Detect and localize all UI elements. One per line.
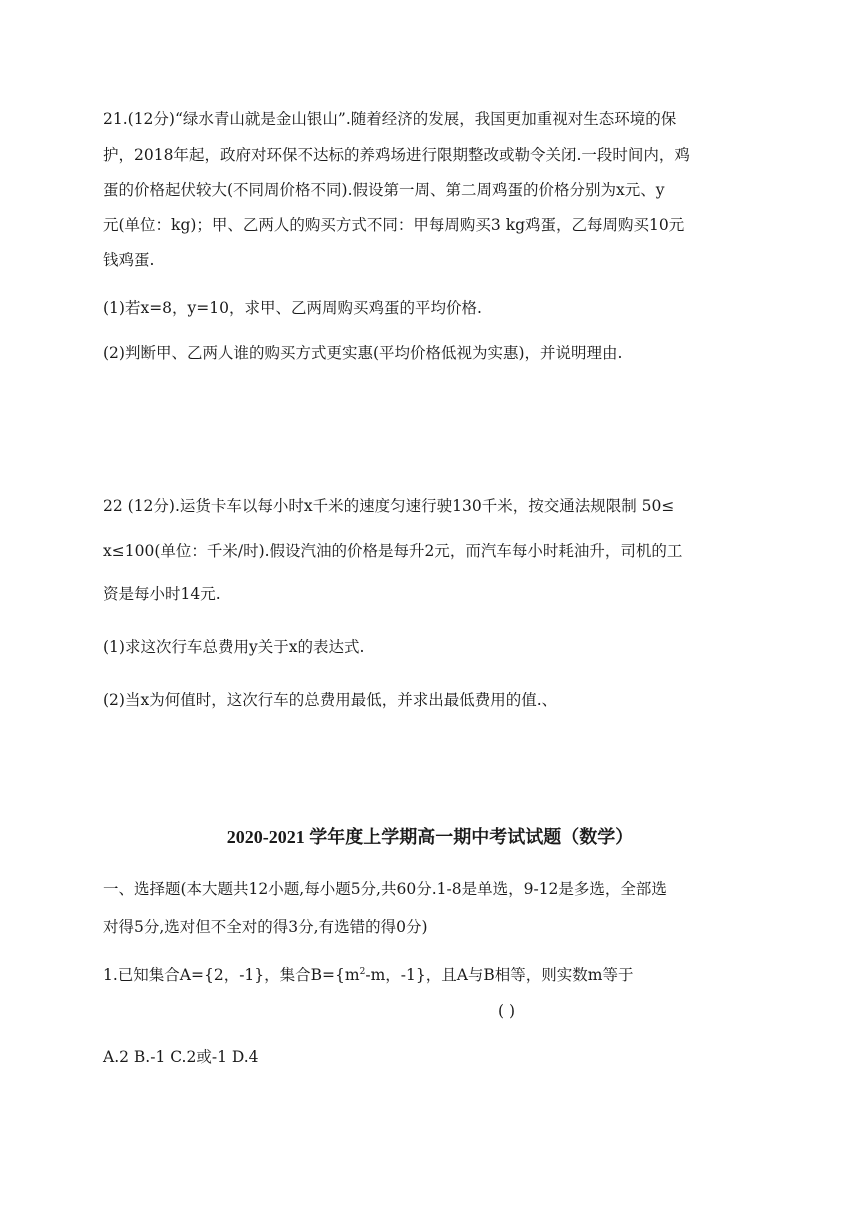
- q22-line-3: 资是每小时14元.: [103, 585, 221, 603]
- q1-stem-after: -m，-1}，且A与B相等，则实数m等于: [365, 966, 634, 984]
- q21-part-2: (2)判断甲、乙两人谁的购买方式更实惠(平均价格低视为实惠)，并说明理由.: [103, 344, 623, 362]
- section-instruction-line-2: 对得5分,选对但不全对的得3分,有选错的得0分): [103, 918, 428, 936]
- q21-line-3: 蛋的价格起伏较大(不同周价格不同).假设第一周、第二周鸡蛋的价格分别为x元、y: [103, 181, 665, 199]
- q1-stem-superscript: 2: [359, 966, 366, 977]
- q21-line-2: 护，2018年起，政府对环保不达标的养鸡场进行限期整改或勒令关闭.一段时间内，鸡: [103, 146, 690, 164]
- q1-options: A.2 B.-1 C.2或-1 D.4: [103, 1048, 259, 1066]
- q21-line-1: 21.(12分)“绿水青山就是金山银山”.随着经济的发展，我国更加重视对生态环境的保: [103, 110, 677, 128]
- q1-stem: [103, 964, 634, 986]
- q22-line-2: x≤100(单位：千米/时).假设汽油的价格是每升2元，而汽车每小时耗油升，司机的工: [103, 542, 683, 560]
- q22-line-1: 22 (12分).运货卡车以每小时x千米的速度匀速行驶130千米，按交通法规限制 50≤: [103, 497, 675, 515]
- q21-line-4: 元(单位：kg)；甲、乙两人的购买方式不同：甲每周购买3 kg鸡蛋，乙每周购买10元: [103, 216, 685, 234]
- q21-line-5: 钱鸡蛋.: [103, 251, 155, 269]
- section-instruction-line-1: 一、选择题(本大题共12小题,每小题5分,共60分.1-8是单选，9-12是多选，全部选: [103, 880, 667, 898]
- q22-part-1: (1)求这次行车总费用y关于x的表达式.: [103, 638, 365, 656]
- q21-part-1: (1)若x=8，y=10，求甲、乙两周购买鸡蛋的平均价格.: [103, 299, 482, 317]
- exam-title: 2020-2021 学年度上学期高一期中考试试题（数学）: [226, 827, 634, 847]
- q22-part-2: (2)当x为何值时，这次行车的总费用最低，并求出最低费用的值.、: [103, 691, 558, 709]
- q1-stem-before: 1.已知集合A={2，-1}，集合B={m: [103, 966, 360, 984]
- q1-answer-parentheses: ( ): [498, 1002, 516, 1020]
